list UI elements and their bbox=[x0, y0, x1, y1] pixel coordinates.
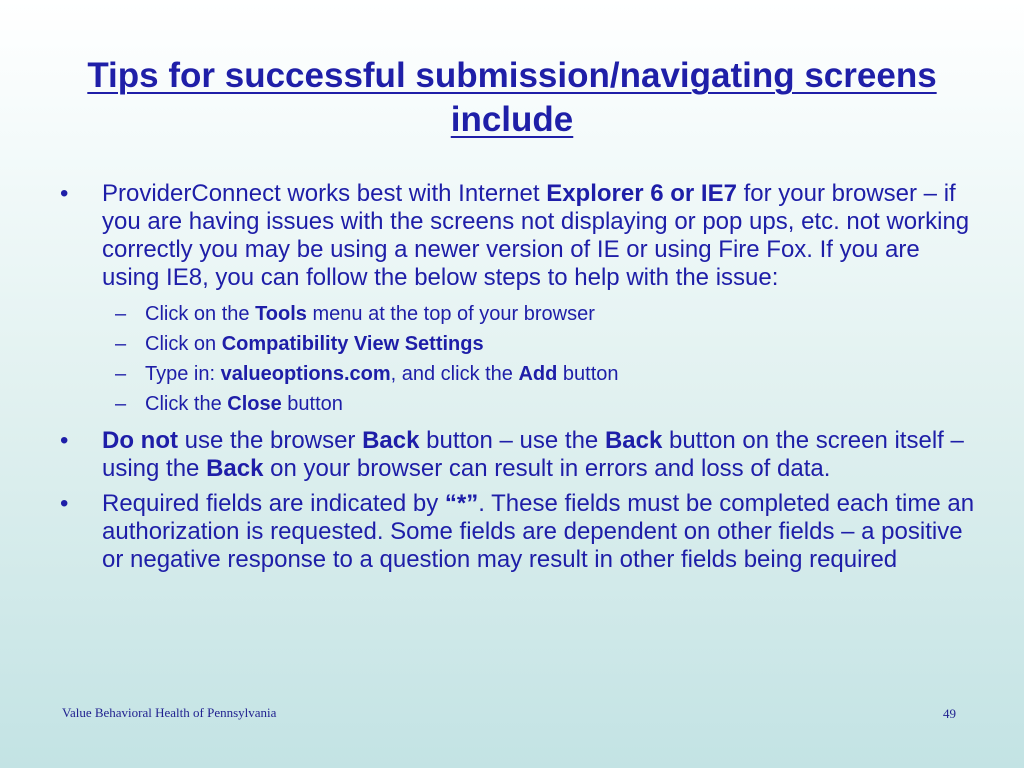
slide-body bbox=[58, 180, 978, 581]
step-item-close: – Click the Close button bbox=[58, 389, 978, 419]
step-dash: – bbox=[115, 333, 127, 355]
bullet-back-button: • Do not use the browser Back button – use the Back button on the screen itself – using the Back on your browser can result in errors and loss of data. bbox=[60, 427, 964, 482]
bullet-required-fields: • Required fields are indicated by “*”. These fields must be completed each time an authorization is requested. Some fields are dependent on other fields – a positive or negative response to a question may result in other fields being required bbox=[60, 490, 975, 573]
step-item-compatibility: – Click on Compatibility View Settings bbox=[58, 329, 978, 359]
step-dash: – bbox=[115, 363, 127, 385]
step-dash: – bbox=[115, 303, 127, 325]
step-dash: – bbox=[115, 393, 127, 415]
footer-organization: Value Behavioral Health of Pennsylvania bbox=[62, 705, 277, 720]
step-item-tools: – Click on the Tools menu at the top of your browser bbox=[58, 299, 978, 329]
bullet-dot: • bbox=[60, 180, 69, 207]
step-item-type-in: – Type in: valueoptions.com, and click the Add button bbox=[58, 359, 978, 389]
bullet-browser-compatibility: • ProviderConnect works best with Internet Explorer 6 or IE7 for your browser – if you are having issues with the screens not displaying or pop ups, etc. not working correctly you may be using a newer version of IE or using Fire Fox. If you are using IE8, you can follow the below steps to help with the issue: bbox=[60, 180, 970, 291]
slide-title: Tips for successful submission/navigating screens include bbox=[87, 56, 937, 139]
bullet-dot: • bbox=[60, 490, 69, 517]
ie8-steps-list bbox=[58, 299, 978, 419]
bullet-dot: • bbox=[60, 427, 69, 454]
page-number: 49 bbox=[943, 706, 956, 721]
